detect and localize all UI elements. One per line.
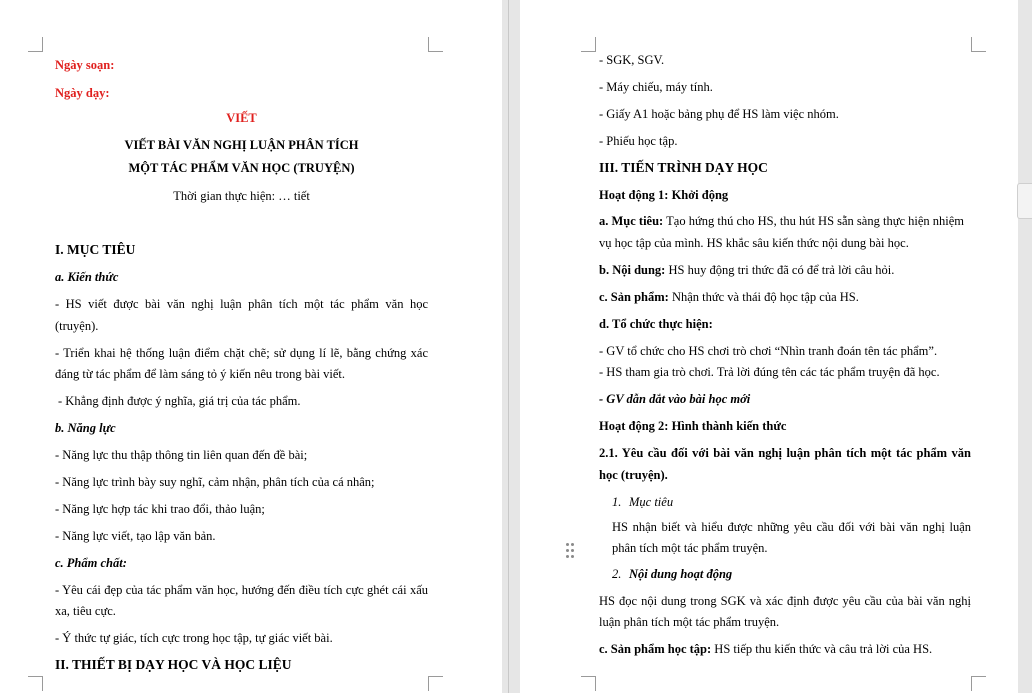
subheading-qualities[interactable]: c. Phẩm chất: — [55, 556, 127, 570]
content-text: HS huy động tri thức đã có để trả lời câu hỏi. — [665, 263, 895, 277]
list-item[interactable]: - HS tham gia trò chơi. Trả lời đúng tên các tác phẩm truyện đã học. — [599, 365, 940, 379]
date-prepared-label[interactable]: Ngày soạn: — [55, 58, 115, 72]
requirement-heading-line-1[interactable]: 2.1. Yêu cầu đối với bài văn nghị luận phân tích một tác phẩm văn — [599, 446, 971, 460]
page-divider — [508, 0, 509, 693]
paragraph-line[interactable]: HS đọc nội dung trong SGK và xác định được yêu cầu của bài văn nghị — [599, 594, 971, 608]
numbered-item-number: 2. — [612, 567, 622, 581]
subheading-competence[interactable]: b. Năng lực — [55, 421, 116, 435]
list-item[interactable]: - Năng lực viết, tạo lập văn bản. — [55, 529, 216, 543]
document-page-right — [520, 0, 1018, 693]
crop-mark — [581, 676, 596, 691]
activity-2-heading[interactable]: Hoạt động 2: Hình thành kiến thức — [599, 419, 787, 433]
section-heading-objectives[interactable]: I. MỤC TIÊU — [55, 242, 136, 257]
list-item[interactable]: - SGK, SGV. — [599, 53, 665, 67]
crop-mark — [581, 37, 596, 52]
numbered-item-activity-content[interactable]: Nội dung hoạt động — [629, 567, 733, 581]
numbered-item-number: 1. — [612, 495, 622, 509]
organization-label[interactable]: d. Tổ chức thực hiện: — [599, 317, 713, 331]
paragraph-line[interactable]: vụ học tập của mình. HS khắc sâu kiến thức nội dung bài học. — [599, 236, 909, 250]
product-paragraph-line[interactable] — [599, 289, 859, 305]
objective-text: Tạo hứng thú cho HS, thu hút HS sẵn sàng thực hiện nhiệm — [663, 214, 965, 228]
paragraph-line[interactable]: - Ý thức tự giác, tích cực trong học tập, tự giác viết bài. — [55, 631, 333, 645]
paragraph-line[interactable]: - Triển khai hệ thống luận điểm chặt chẽ; sử dụng lí lẽ, bằng chứng xác — [55, 346, 428, 360]
list-item[interactable]: - Năng lực thu thập thông tin liên quan đến đề bài; — [55, 448, 308, 462]
paragraph-line[interactable]: - HS viết được bài văn nghị luận phân tích một tác phẩm văn học — [55, 297, 428, 311]
crop-mark — [28, 37, 43, 52]
crop-mark — [28, 676, 43, 691]
objective-paragraph-line[interactable] — [599, 213, 964, 229]
crop-mark — [428, 37, 443, 52]
drag-handle-icon[interactable] — [566, 543, 576, 559]
product-label: c. Sản phẩm: — [599, 290, 669, 304]
paragraph-line[interactable]: (truyện). — [55, 319, 99, 333]
crop-mark — [971, 676, 986, 691]
lesson-subtitle-line-2[interactable]: MỘT TÁC PHẨM VĂN HỌC (TRUYỆN) — [128, 161, 355, 175]
objective-label: a. Mục tiêu: — [599, 214, 664, 228]
product-text: Nhận thức và thái độ học tập của HS. — [668, 290, 859, 304]
learning-product-label: c. Sản phẩm học tập: — [599, 642, 712, 656]
activity-1-heading[interactable]: Hoạt động 1: Khởi động — [599, 188, 729, 202]
lesson-title[interactable]: VIẾT — [226, 111, 257, 125]
content-paragraph-line[interactable] — [599, 262, 894, 278]
numbered-item-objective[interactable]: Mục tiêu — [629, 495, 674, 509]
paragraph-line[interactable]: xa, tiêu cực. — [55, 604, 116, 618]
crop-mark — [971, 37, 986, 52]
teacher-lead-in[interactable]: - GV dẫn dắt vào bài học mới — [599, 392, 751, 406]
list-item[interactable]: - Giấy A1 hoặc bảng phụ để HS làm việc nhóm. — [599, 107, 839, 121]
learning-product-line[interactable] — [599, 641, 932, 657]
paragraph-line[interactable]: luận phân tích một tác phẩm truyện. — [599, 615, 780, 629]
lesson-subtitle-line-1[interactable]: VIẾT BÀI VĂN NGHỊ LUẬN PHÂN TÍCH — [124, 138, 359, 152]
document-page-left — [0, 0, 502, 693]
paragraph-line[interactable]: - Khẳng định được ý nghĩa, giá trị của tác phẩm. — [58, 394, 301, 408]
learning-product-text: HS tiếp thu kiến thức và câu trả lời của HS. — [711, 642, 933, 656]
date-teaching-label[interactable]: Ngày dạy: — [55, 86, 110, 100]
list-item[interactable]: - Phiếu học tập. — [599, 134, 678, 148]
subheading-knowledge[interactable]: a. Kiến thức — [55, 270, 119, 284]
crop-mark — [428, 676, 443, 691]
paragraph-line[interactable]: HS nhận biết và hiểu được những yêu cầu đối với bài văn nghị luận — [612, 520, 971, 534]
list-item[interactable]: - Năng lực hợp tác khi trao đổi, thảo luận; — [55, 502, 265, 516]
section-heading-process[interactable]: III. TIẾN TRÌNH DẠY HỌC — [599, 160, 768, 175]
list-item[interactable]: - Năng lực trình bày suy nghĩ, cảm nhận, phân tích của cá nhân; — [55, 475, 375, 489]
page-gap — [502, 0, 520, 693]
paragraph-line[interactable]: - Yêu cái đẹp của tác phẩm văn học, hướng đến điều tích cực ghét cái xấu — [55, 583, 428, 597]
section-heading-equipment[interactable]: II. THIẾT BỊ DẠY HỌC VÀ HỌC LIỆU — [55, 657, 292, 672]
paragraph-line[interactable]: phân tích một tác phẩm truyện. — [612, 541, 768, 555]
list-item[interactable]: - GV tổ chức cho HS chơi trò chơi “Nhìn tranh đoán tên tác phẩm”. — [599, 344, 938, 358]
lesson-duration[interactable]: Thời gian thực hiện: … tiết — [173, 189, 310, 203]
paragraph-line[interactable]: đáng từ tác phẩm để làm sáng tỏ ý kiến nêu trong bài viết. — [55, 367, 346, 381]
content-label: b. Nội dung: — [599, 263, 666, 277]
side-panel-tab[interactable] — [1017, 183, 1032, 219]
requirement-heading-line-2[interactable]: học (truyện). — [599, 468, 668, 482]
list-item[interactable]: - Máy chiếu, máy tính. — [599, 80, 713, 94]
